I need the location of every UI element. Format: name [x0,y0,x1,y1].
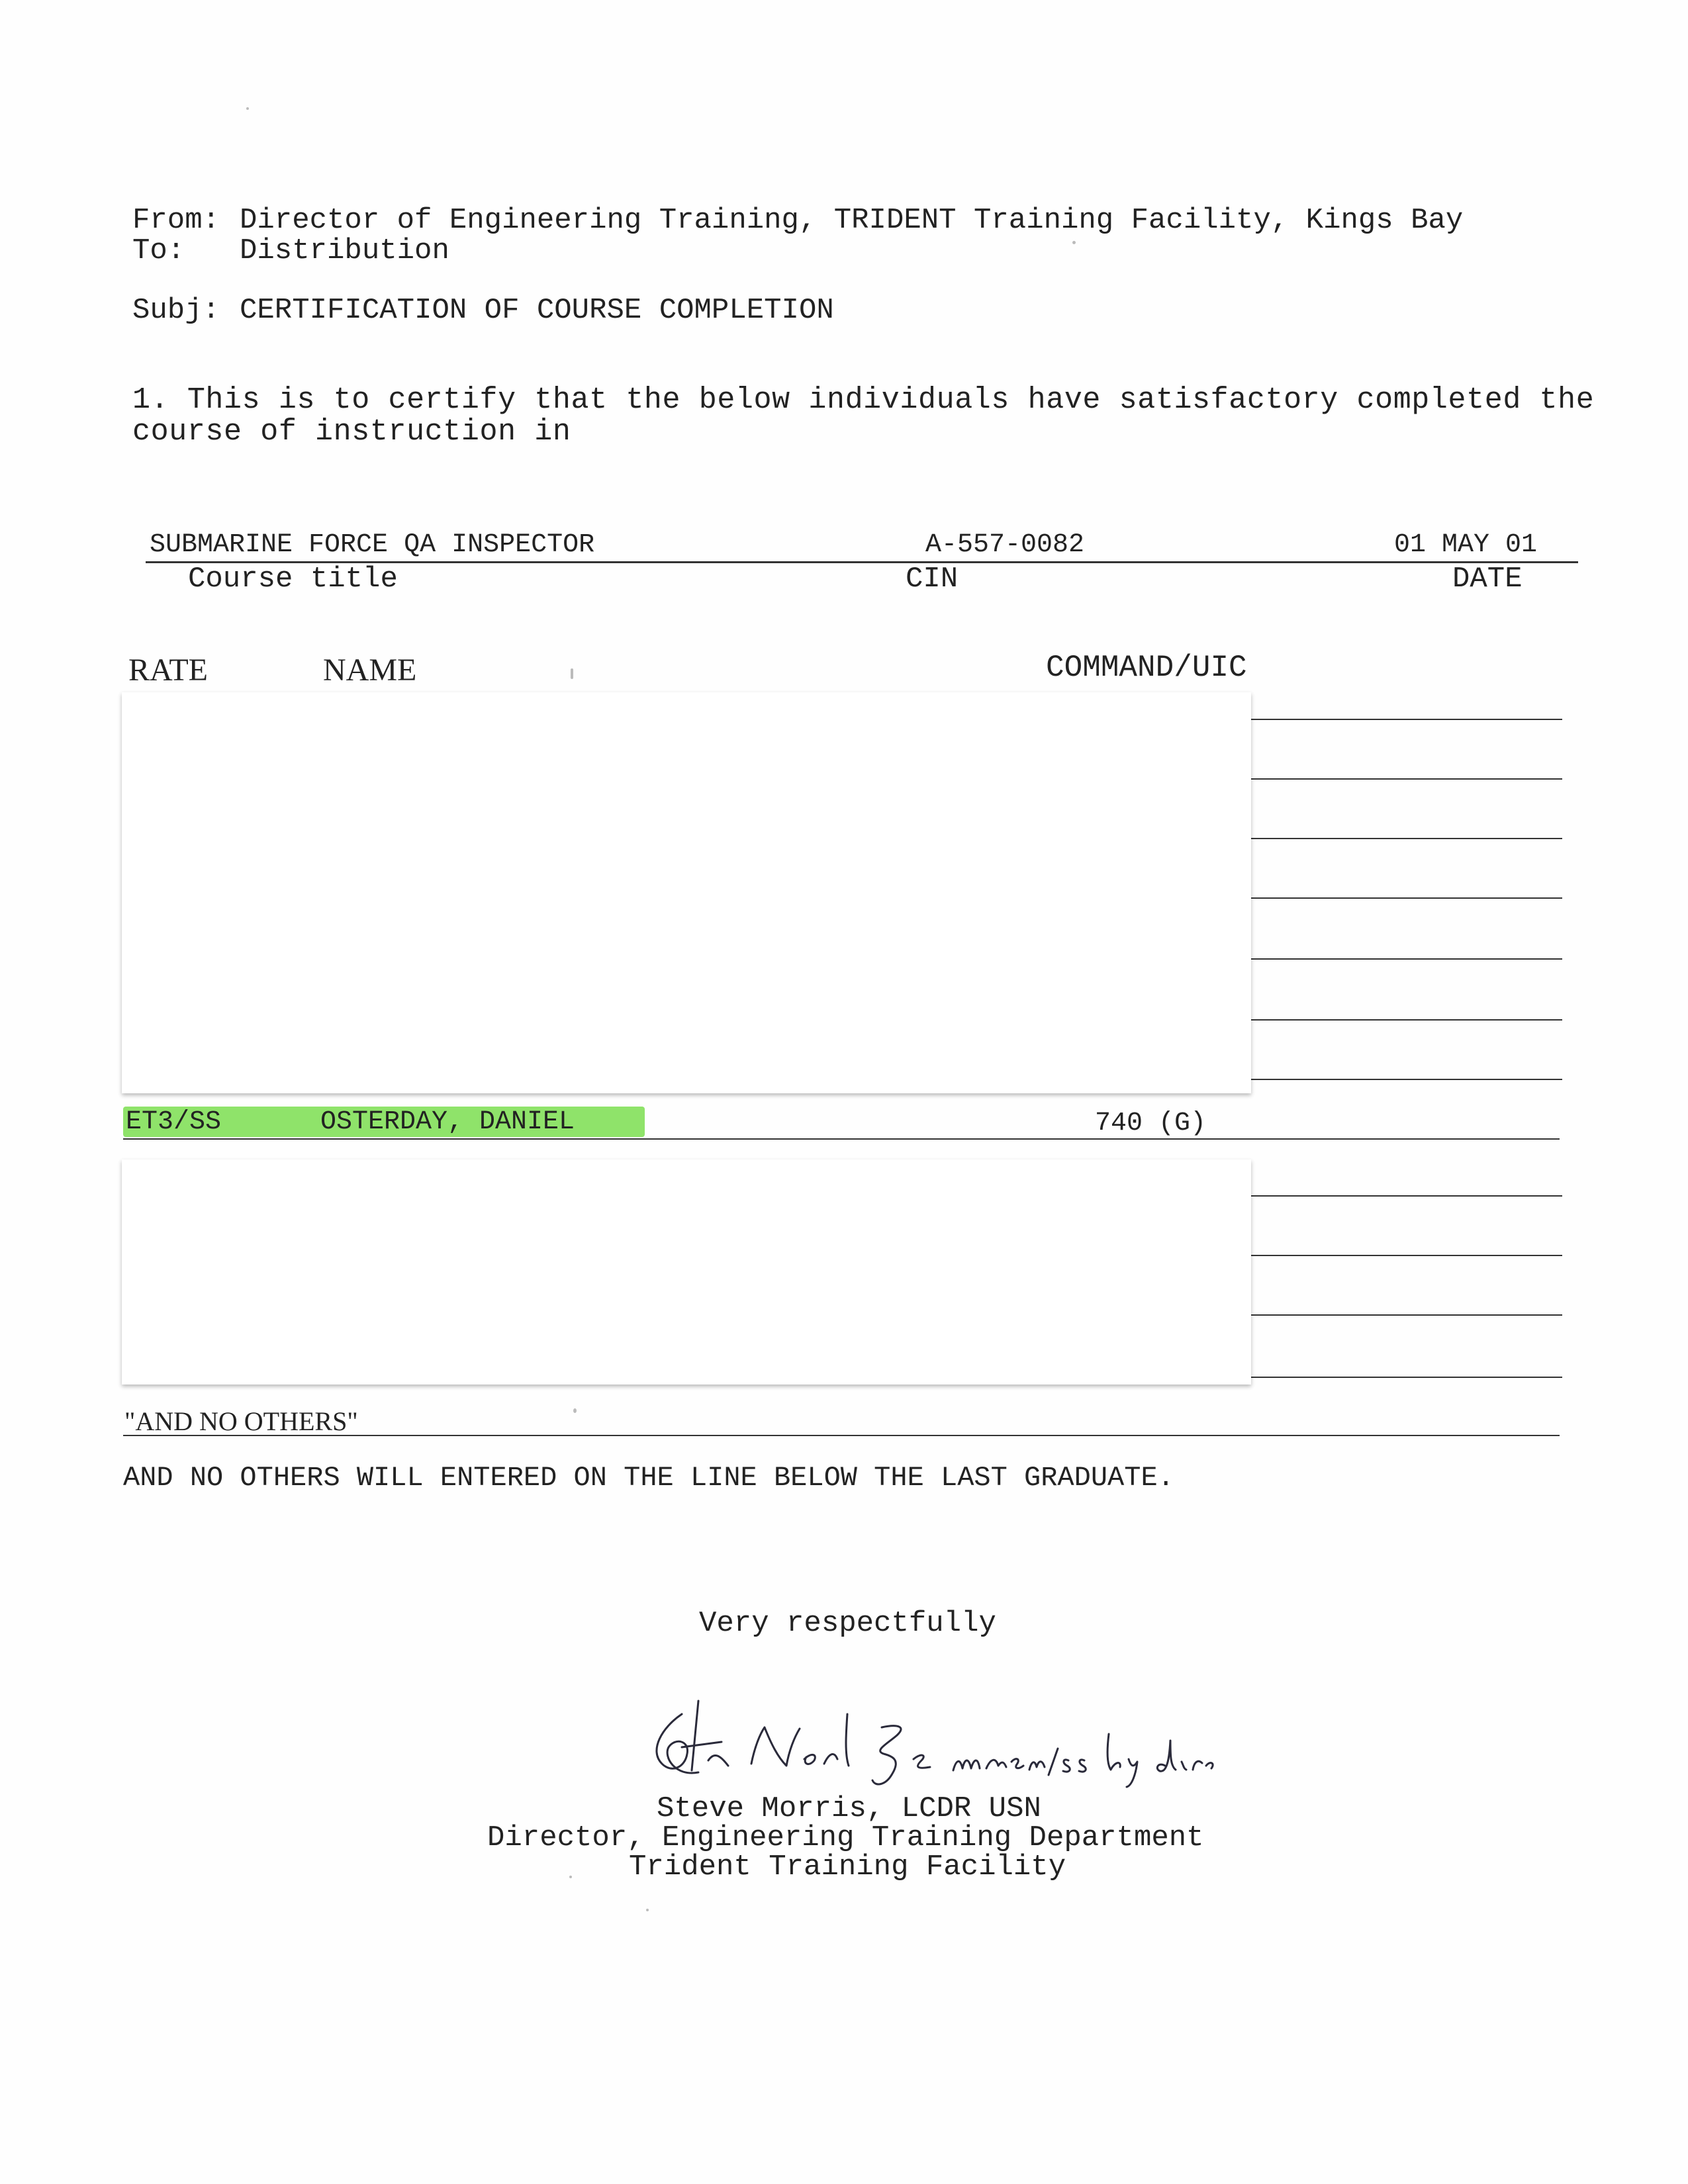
roster-line [1251,838,1562,839]
cin-value: A-557-0082 [925,530,1085,560]
signature-graphic [635,1688,1218,1800]
scan-speck [246,107,249,110]
date-label: DATE [1452,563,1523,596]
command-column-header: COMMAND/UIC [1046,651,1247,685]
scan-speck [646,1909,649,1911]
subj-value: CERTIFICATION OF COURSE COMPLETION [240,294,834,327]
roster-line [1251,778,1562,780]
instruction-text: AND NO OTHERS WILL ENTERED ON THE LINE BELOW THE LAST GRADUATE. [123,1462,1174,1494]
name-column-header: NAME [323,653,417,688]
scan-speck [569,1876,572,1878]
scan-speck [571,668,573,679]
redaction-block-lower [122,1160,1251,1385]
signer-title: Director, Engineering Training Department [487,1821,1204,1854]
graduate-command: 740 (G) [1095,1109,1207,1138]
roster-line [1251,1019,1562,1021]
roster-line [1251,897,1562,899]
date-value: 01 MAY 01 [1394,530,1538,560]
signer-organization: Trident Training Facility [629,1850,1066,1884]
roster-line [1251,1195,1562,1197]
rate-column-header: RATE [128,653,208,688]
subj-label: Subj: [132,294,220,327]
cin-label: CIN [906,563,959,596]
graduate-row-line [123,1138,1560,1140]
body-paragraph-line2: course of instruction in [132,415,571,449]
roster-line [1251,1255,1562,1256]
roster-line [1251,958,1562,960]
scan-speck [573,1408,577,1413]
graduate-name: OSTERDAY, DANIEL [320,1107,575,1137]
redaction-block-upper [122,692,1251,1093]
roster-line [1251,1079,1562,1080]
roster-line [1251,1314,1562,1316]
body-paragraph-line1: 1. This is to certify that the below individuals have satisfactory completed the [132,383,1595,417]
course-title-label: Course title [188,563,398,596]
closing-salutation: Very respectfully [699,1607,996,1640]
to-value: Distribution [240,234,449,267]
signer-name: Steve Morris, LCDR USN [657,1792,1041,1825]
roster-line [1251,1377,1562,1378]
from-label: From: [132,204,220,237]
graduate-rate: ET3/SS [126,1107,222,1137]
course-title-value: SUBMARINE FORCE QA INSPECTOR [150,530,595,560]
and-no-others-entry: "AND NO OTHERS" [124,1406,358,1436]
roster-line [1251,719,1562,720]
to-label: To: [132,234,185,267]
from-value: Director of Engineering Training, TRIDENT Training Facility, Kings Bay [240,204,1464,237]
scan-speck [1072,241,1076,244]
